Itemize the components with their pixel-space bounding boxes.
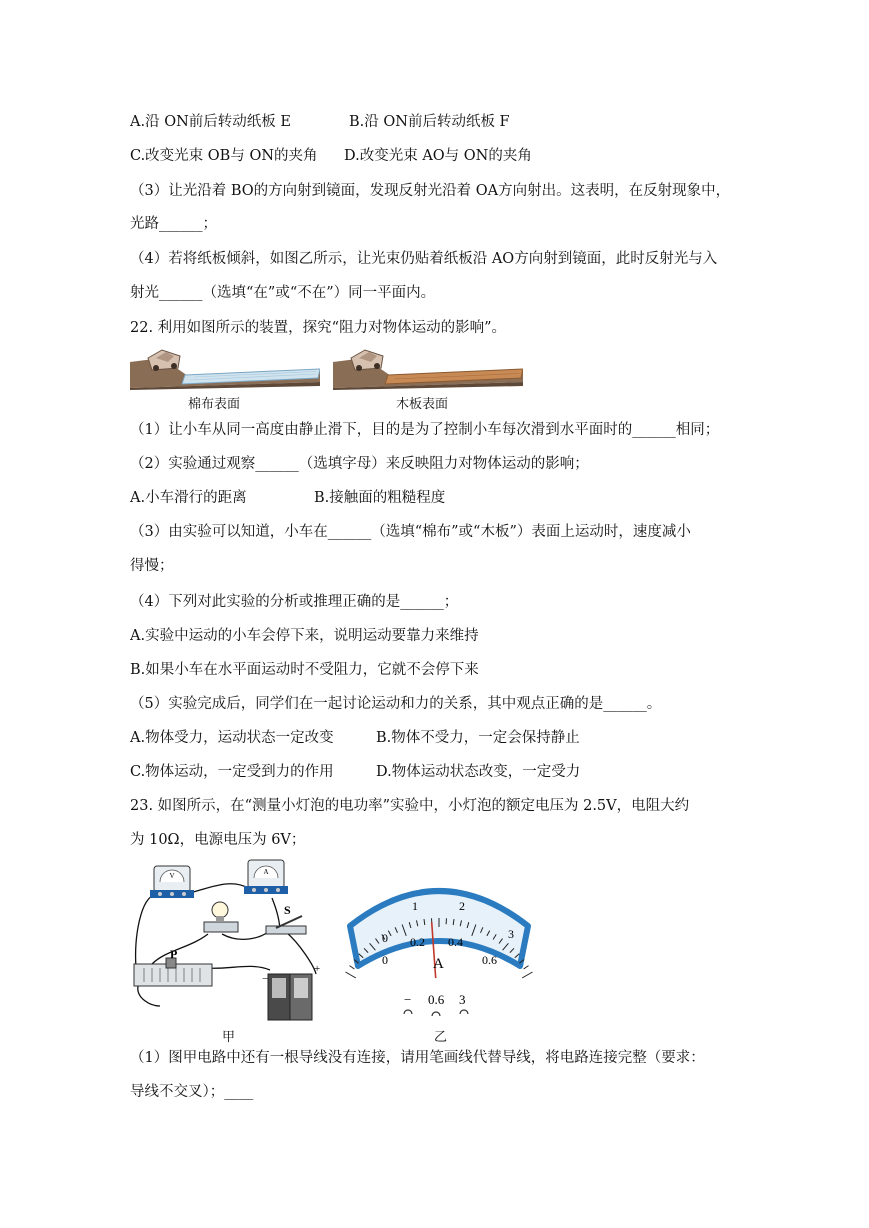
wood-surface-figure	[333, 348, 523, 390]
voltmeter-icon	[150, 866, 194, 898]
inner-scale-2: 0.4	[448, 935, 463, 949]
cloth-surface-figure	[130, 348, 320, 390]
q22-part1: （1）让小车从同一高度由静止滑下，目的是为了控制小车每次滑到水平面时的______相同；	[130, 422, 720, 438]
q22-part2: （2）实验通过观察______（选填字母）来反映阻力对物体运动的影响；	[130, 456, 589, 472]
terminal-minus-label: −	[262, 973, 269, 985]
q22-part2-option-b: B.接触面的粗糙程度	[314, 490, 446, 506]
voltmeter-label: V	[169, 872, 175, 880]
ammeter-dial-figure	[344, 876, 534, 1031]
dial-terminal-minus: −	[404, 992, 412, 1007]
dial-tick	[346, 972, 356, 978]
q23-part1-line1: （1）图甲电路中还有一根导线没有连接，请用笔画线代替导线，将电路连接完整（要求：	[130, 1050, 705, 1066]
cart-icon	[148, 350, 180, 371]
outer-scale-0: 0	[382, 931, 388, 945]
q22-part5: （5）实验完成后，同学们在一起讨论运动和力的关系，其中观点正确的是______。	[130, 696, 662, 712]
q22-part5-option-c: C.物体运动，一定受到力的作用	[130, 764, 334, 780]
ammeter-label: A	[263, 868, 269, 876]
q21-option-a: A.沿 ON前后转动纸板 E	[130, 114, 291, 130]
q21-option-c: C.改变光束 OB与 ON的夹角	[130, 148, 318, 164]
q22-part4: （4）下列对此实验的分析或推理正确的是______；	[130, 594, 459, 610]
q22-part3-line2: 得慢；	[130, 558, 174, 574]
q21-part4-line2: 射光______（选填“在”或“不在”）同一平面内。	[130, 285, 436, 301]
cloth-surface-caption: 棉布表面	[188, 397, 241, 412]
q22-part4-option-b: B.如果小车在水平面运动时不受阻力，它就不会停下来	[130, 662, 479, 678]
q22-part5-option-b: B.物体不受力，一定会保持静止	[376, 730, 580, 746]
q23-title-line2: 为 10Ω，电源电压为 6V；	[130, 832, 306, 848]
light-bulb-icon	[204, 902, 238, 932]
dial-tick	[524, 966, 529, 969]
cart-icon	[351, 350, 383, 371]
terminal-plus-label: +	[314, 963, 321, 975]
inner-scale-1: 0.2	[410, 935, 425, 949]
q21-part3-line2: 光路______；	[130, 216, 217, 232]
q21-option-d: D.改变光束 AO与 ON的夹角	[344, 148, 532, 164]
switch-icon	[266, 903, 306, 934]
q22-part5-option-a: A.物体受力，运动状态一定改变	[130, 730, 334, 746]
switch-label: S	[284, 903, 291, 917]
dial-terminal-06: 0.6	[428, 992, 445, 1007]
figure-yi-caption: 乙	[434, 1030, 448, 1045]
outer-scale-1: 1	[412, 899, 418, 913]
q21-option-b: B.沿 ON前后转动纸板 F	[349, 114, 510, 130]
q22-part3-line1: （3）由实验可以知道，小车在______（选填“棉布”或“木板”）表面上运动时，速度减小	[130, 524, 691, 540]
dial-unit: A	[433, 956, 444, 972]
battery-icon	[262, 963, 320, 1020]
dial-terminal-3: 3	[459, 992, 466, 1007]
outer-scale-2: 2	[459, 899, 465, 913]
q22-part4-option-a: A.实验中运动的小车会停下来，说明运动要靠力来维持	[130, 628, 479, 644]
q21-part3-line1: （3）让光沿着 BO的方向射到镜面，发现反射光沿着 OA方向射出。这表明，在反射现象中，	[130, 183, 731, 199]
wood-surface-caption: 木板表面	[396, 397, 449, 412]
q22-part2-option-a: A.小车滑行的距离	[130, 490, 247, 506]
q23-title-line1: 23. 如图所示，在“测量小灯泡的电功率”实验中，小灯泡的额定电压为 2.5V，电阻大约	[130, 798, 690, 814]
circuit-figure	[130, 858, 345, 1023]
outer-scale-3: 3	[508, 927, 514, 941]
rheostat-icon	[134, 947, 212, 986]
inner-scale-3: 0.6	[482, 953, 497, 967]
dial-tick	[350, 966, 355, 969]
q23-part1-line2: 导线不交叉）；____	[130, 1084, 254, 1100]
slider-label: P	[170, 947, 178, 961]
dial-tick	[522, 972, 532, 978]
q22-part5-option-d: D.物体运动状态改变，一定受力	[376, 764, 581, 780]
figure-jia-caption: 甲	[222, 1030, 236, 1045]
q21-part4-line1: （4）若将纸板倾斜，如图乙所示，让光束仍贴着纸板沿 AO方向射到镜面，此时反射光与入	[130, 251, 718, 267]
inner-scale-0: 0	[382, 953, 388, 967]
q22-title: 22. 利用如图所示的装置，探究“阻力对物体运动的影响”。	[130, 320, 506, 336]
ammeter-icon	[244, 860, 288, 894]
